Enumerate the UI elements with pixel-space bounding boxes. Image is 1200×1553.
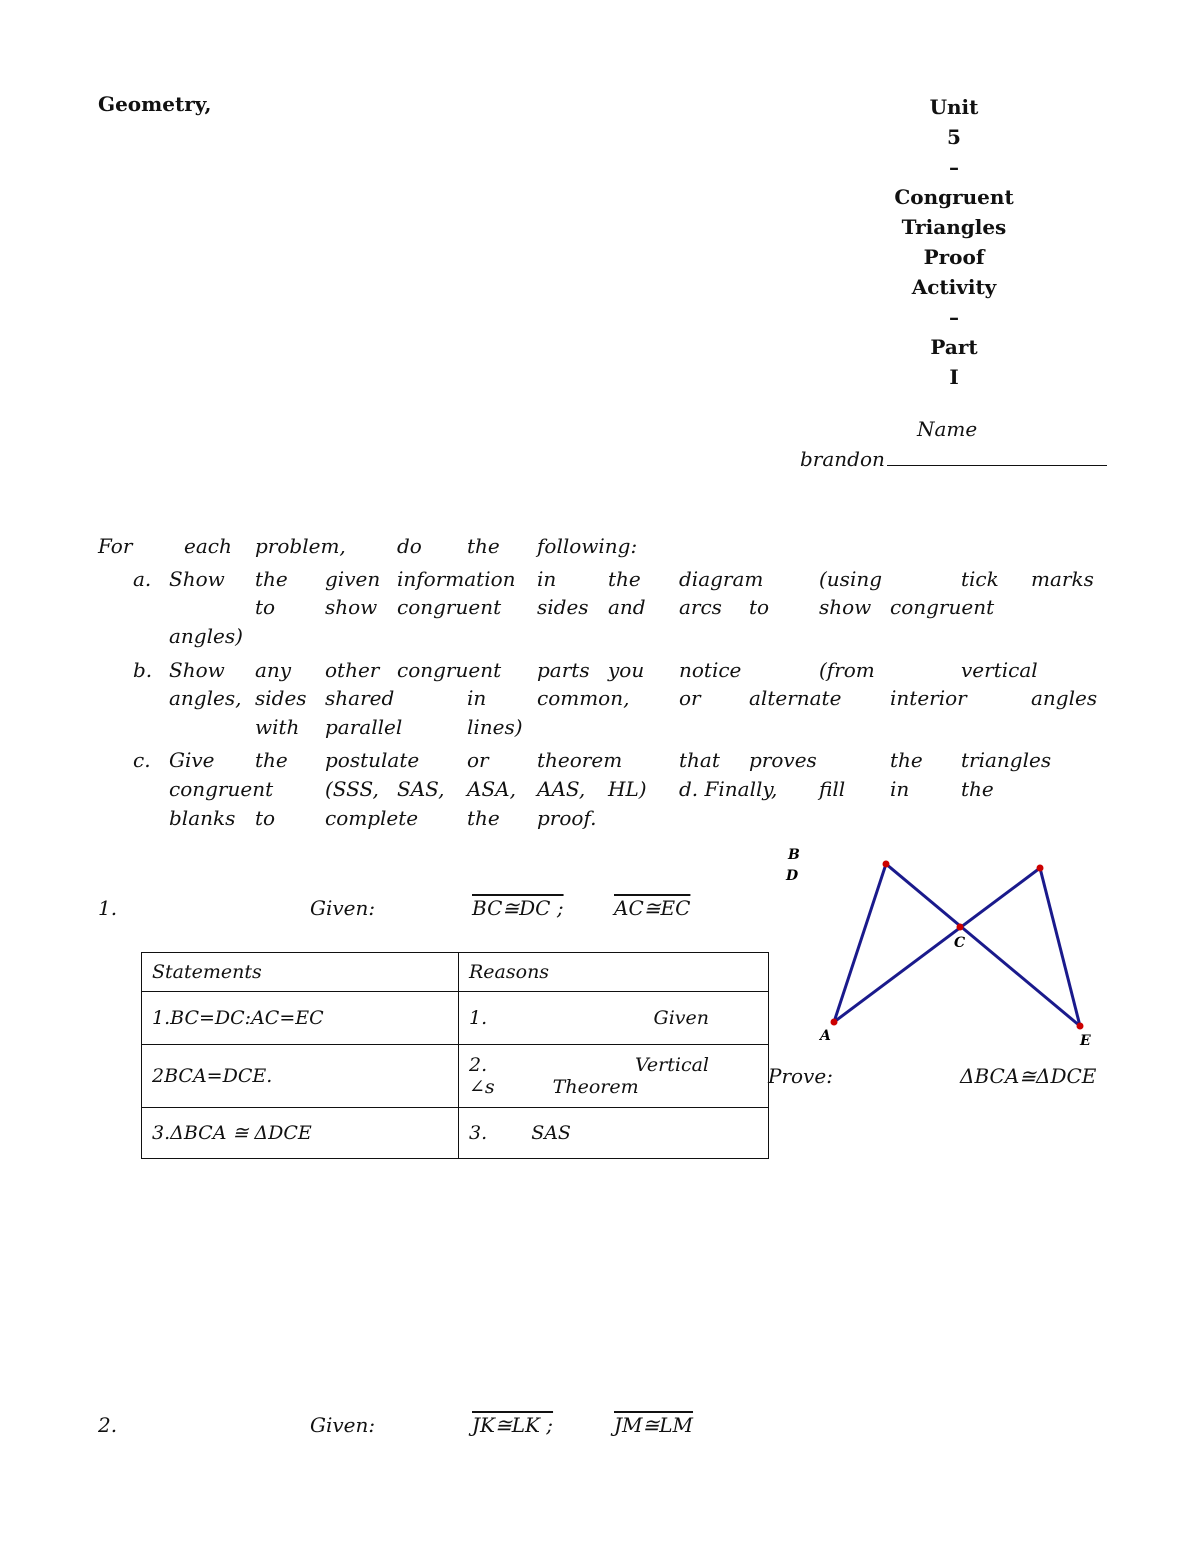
intro-word: each (184, 534, 232, 558)
ins-word: arcs (679, 595, 722, 619)
ins-word: parallel (325, 715, 403, 739)
ins-word: marks (1031, 567, 1094, 591)
ins-word: diagram (679, 567, 764, 591)
ins-word: information (397, 567, 516, 591)
segment-ba (834, 864, 886, 1022)
course-title: Geometry, (98, 92, 212, 116)
segment-be (886, 864, 1080, 1026)
list-marker: c. (133, 748, 151, 772)
intro-word: For (98, 534, 133, 558)
list-marker: b. (133, 658, 153, 682)
point-a (831, 1019, 838, 1026)
ins-word: sides (255, 686, 307, 710)
statement-cell[interactable]: 2BCA=DCE. (142, 1045, 459, 1108)
ins-word: angles (1031, 686, 1098, 710)
unit-title (880, 92, 1028, 392)
given-statement-1: BC≅DC ; (472, 896, 564, 920)
point-b (883, 861, 890, 868)
ins-word: show (819, 595, 872, 619)
ins-word: sides (537, 595, 589, 619)
ins-word: to (255, 595, 276, 619)
ins-word: the (255, 567, 288, 591)
ins-word: congruent (397, 658, 502, 682)
name-underline (887, 449, 1107, 466)
ins-word: given (325, 567, 381, 591)
ins-word: shared (325, 686, 395, 710)
label-e: E (1080, 1033, 1091, 1049)
reason-text: ∠s (469, 1076, 495, 1098)
ins-word: common, (537, 686, 630, 710)
label-b: B (788, 847, 800, 863)
given-statement-1: JK≅LK ; (472, 1413, 554, 1437)
title-line: Part (930, 335, 978, 359)
given-label: Given: (310, 896, 376, 920)
statement-cell[interactable]: 3.ΔBCA ≅ ΔDCE (142, 1108, 459, 1159)
title-line: 5 (947, 125, 961, 149)
ins-word: angles) (169, 624, 243, 648)
ins-word: (from (819, 658, 875, 682)
intro-word: problem, (255, 534, 346, 558)
reason-number: 2. (469, 1054, 488, 1076)
ins-word: congruent (890, 595, 995, 619)
prove-label: Prove: (768, 1064, 833, 1088)
ins-word: in (537, 567, 557, 591)
ins-word: Show (169, 567, 225, 591)
title-line: – (949, 305, 959, 329)
intro-word: following: (537, 534, 638, 558)
ins-word: or (679, 686, 701, 710)
title-line: Proof (923, 245, 985, 269)
given-statement-2: JM≅LM (614, 1413, 694, 1437)
point-d (1037, 865, 1044, 872)
ins-word: other (325, 658, 380, 682)
name-label: Name (917, 417, 978, 441)
table-row (142, 992, 769, 1045)
ins-word: Give (169, 748, 215, 772)
ins-word: tick (961, 567, 999, 591)
intro-word: do (397, 534, 422, 558)
ins-word: and (608, 595, 646, 619)
ins-word: parts (537, 658, 590, 682)
ins-word: postulate (325, 748, 420, 772)
ins-word: notice (679, 658, 742, 682)
reason-text: Vertical (634, 1054, 709, 1076)
ins-word: (using (819, 567, 883, 591)
problem-number: 2. (98, 1413, 118, 1437)
ins-word: in (467, 686, 487, 710)
ins-word: the (467, 806, 500, 830)
ins-word: interior (890, 686, 967, 710)
ins-word: any (255, 658, 292, 682)
ins-word: the (890, 748, 923, 772)
ins-word: blanks (169, 806, 236, 830)
ins-word: or (467, 748, 489, 772)
ins-word: to (255, 806, 276, 830)
ins-word: proof. (537, 806, 597, 830)
ins-word: the (961, 777, 994, 801)
ins-word: the (608, 567, 641, 591)
ins-word: in (890, 777, 910, 801)
column-header: Reasons (459, 953, 769, 992)
title-line: – (949, 155, 959, 179)
intro-word: the (467, 534, 500, 558)
ins-word: vertical (961, 658, 1038, 682)
problem-number: 1. (98, 896, 118, 920)
title-line: Activity (911, 275, 997, 299)
proof-table (141, 952, 769, 1159)
ins-word: show (325, 595, 378, 619)
reason-cell[interactable] (459, 1045, 769, 1108)
statement-cell[interactable]: 1.BC=DC:AC=EC (142, 992, 459, 1045)
ins-word: congruent (169, 777, 274, 801)
ins-word: complete (325, 806, 419, 830)
list-marker: a. (133, 567, 152, 591)
ins-word: triangles (961, 748, 1052, 772)
table-header-row (142, 953, 769, 992)
table-row (142, 1045, 769, 1108)
title-line: I (949, 365, 959, 389)
prove-statement: ΔBCA≅ΔDCE (960, 1064, 1097, 1088)
title-line: Congruent (894, 185, 1014, 209)
given-statement-2: AC≅EC (614, 896, 691, 920)
reason-number: 3. (469, 1122, 488, 1144)
reason-cell[interactable] (459, 992, 769, 1045)
column-header: Statements (142, 953, 459, 992)
given-label: Given: (310, 1413, 376, 1437)
name-field (800, 447, 1107, 471)
ins-word: proves (749, 748, 817, 772)
ins-word: lines) (467, 715, 523, 739)
ins-word: (SSS, (325, 777, 379, 801)
ins-word: angles, (169, 686, 242, 710)
name-value: brandon (800, 447, 885, 471)
reason-number: 1. (469, 1007, 488, 1029)
ins-word: alternate (749, 686, 842, 710)
label-a: A (820, 1028, 831, 1044)
ins-word: with (255, 715, 300, 739)
ins-word: the (255, 748, 288, 772)
reason-text: SAS (531, 1122, 571, 1144)
table-row (142, 1108, 769, 1159)
ins-word: fill (819, 777, 846, 801)
ins-word: that (679, 748, 720, 772)
segment-da (834, 868, 1040, 1022)
reason-cell[interactable] (459, 1108, 769, 1159)
ins-word: ASA, (467, 777, 516, 801)
ins-word: to (749, 595, 770, 619)
ins-word: AAS, (537, 777, 586, 801)
title-line: Triangles (901, 215, 1007, 239)
ins-word: you (608, 658, 645, 682)
ins-word: SAS, (397, 777, 445, 801)
ins-word: congruent (397, 595, 502, 619)
ins-word: theorem (537, 748, 623, 772)
point-c (957, 924, 964, 931)
point-e (1077, 1023, 1084, 1030)
label-c: C (954, 935, 966, 951)
title-line: Unit (929, 95, 979, 119)
label-d: D (786, 868, 799, 884)
segment-de (1040, 868, 1080, 1026)
reason-text: Theorem (552, 1076, 639, 1098)
ins-word: d. Finally, (679, 777, 778, 801)
ins-word: Show (169, 658, 225, 682)
reason-text: Given (653, 1007, 709, 1029)
triangle-diagram (780, 840, 1120, 1060)
ins-word: HL) (608, 777, 647, 801)
